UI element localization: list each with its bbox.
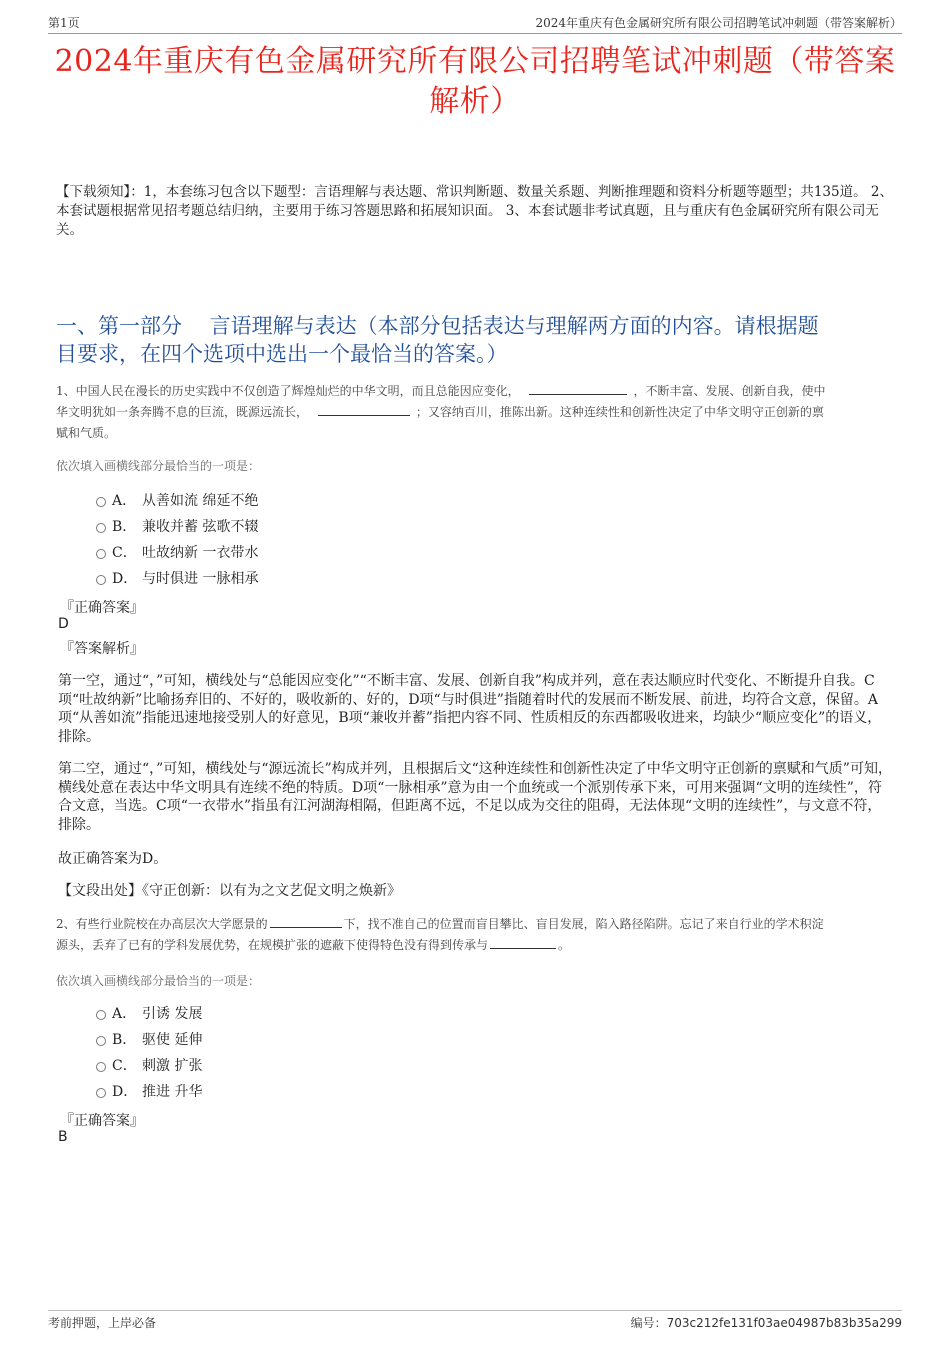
option-d[interactable]: D． 与时俱进 一脉相承	[96, 566, 258, 592]
answer-label: 『正确答案』	[60, 1113, 144, 1129]
footer-divider	[48, 1310, 902, 1311]
blank-4	[490, 936, 556, 949]
download-notice: 【下载须知】：1，本套练习包含以下题型：言语理解与表达题、常识判断题、数量关系题、判断推理题和资料分析题等题型；共135道。 2、本套试题根据常见招考题总结归纳，主要用于练习答题思路和拓展知识面。 3、本套试题非考试真题，且与重庆有色金属研究所有限公司无关。	[56, 184, 893, 238]
blank-2	[318, 403, 410, 416]
radio-icon[interactable]	[96, 523, 106, 533]
question-2-instruction: 依次填入画横线部分最恰当的一项是：	[56, 974, 261, 988]
question-1-stem: 1、中国人民在漫长的历史实践中不仅创造了辉煌灿烂的中华文明，而且总能因应变化， ，不断丰富、发展、创新自我，使中 华文明犹如一条奔腾不息的巨流，既源远流长， ；又容纳百川，推陈出新。这种连续性和创新性决定了中华文明守正创新的禀 赋和气质。	[56, 384, 826, 440]
option-b[interactable]: B． 兼收并蓄 弦歌不辍	[96, 514, 258, 540]
answer-value: B	[58, 1129, 68, 1145]
radio-icon[interactable]	[96, 1088, 106, 1098]
answer-label: 『正确答案』	[60, 600, 144, 616]
section-heading-line-2: 目要求，在四个选项中选出一个最恰当的答案。）	[56, 342, 508, 366]
radio-icon[interactable]	[96, 1010, 106, 1020]
section-heading-line-1: 一、第一部分 言语理解与表达（本部分包括表达与理解两方面的内容。请根据题	[56, 314, 819, 338]
analysis-conclusion: 故正确答案为D。	[58, 851, 168, 867]
title-line-2: 解析）	[429, 84, 521, 119]
option-a[interactable]: A． 引诱 发展	[96, 1001, 202, 1027]
section-heading	[56, 312, 890, 368]
question-2-stem: 2、有些行业院校在办高层次大学愿景的 下，找不准自己的位置而盲目攀比、盲目发展，陷入路径陷阱。忘记了来自行业的学术积淀 源头，丢弃了已有的学科发展优势，在规模扩张的遮蔽下使得特色没有得到传承与 。	[56, 917, 824, 952]
option-c[interactable]: C． 吐故纳新 一衣带水	[96, 540, 258, 566]
blank-3	[270, 915, 342, 928]
blank-1	[529, 382, 627, 395]
footer-code: 编号：703c212fe131f03ae04987b83b35a299	[630, 1316, 902, 1330]
document-title	[40, 42, 910, 122]
radio-icon[interactable]	[96, 1062, 106, 1072]
question-2-options	[96, 1001, 202, 1105]
title-line-1: 2024年重庆有色金属研究所有限公司招聘笔试冲刺题（带答案	[54, 44, 896, 79]
page-number: 第1页	[48, 16, 80, 30]
source-citation: 【文段出处】《守正创新：以有为之文艺促文明之焕新》	[58, 883, 401, 899]
answer-value: D	[58, 616, 69, 632]
radio-icon[interactable]	[96, 1036, 106, 1046]
analysis-label: 『答案解析』	[60, 641, 144, 657]
radio-icon[interactable]	[96, 549, 106, 559]
header-divider	[48, 33, 902, 34]
footer-slogan: 考前押题，上岸必备	[48, 1316, 157, 1330]
question-1-options	[96, 488, 258, 592]
radio-icon[interactable]	[96, 497, 106, 507]
header-doc-title: 2024年重庆有色金属研究所有限公司招聘笔试冲刺题（带答案解析）	[535, 16, 902, 30]
analysis-paragraph-2: 第二空，通过“，”可知，横线处与“源远流长”构成并列，且根据后文“这种连续性和创新性决定了中华文明守正创新的禀赋和气质”可知，横线处意在表达中华文明具有连续不绝的特质。D项“一脉相承”意为由一个血统或一个派别传承下来，可用来强调“文明的连续性”，符合文意，当选。C项“一衣带水”指虽有江河湖海相隔，但距离不远，不足以成为交往的阻碍，无法体现“文明的连续性”，与文意不符，排除。	[58, 761, 892, 833]
analysis-paragraph-1: 第一空，通过“，”可知，横线处与“总能因应变化”“不断丰富、发展、创新自我”构成并列，意在表达顺应时代变化、不断提升自我。C项“吐故纳新”比喻扬弃旧的、不好的，吸收新的、好的，D项“与时俱进”指随着时代的发展而不断发展、前进，均符合文意，保留。A项“从善如流”指能迅速地接受别人的好意见，B项“兼收并蓄”指把内容不同、性质相反的东西都吸收进来，均缺少“顺应变化”的语义，排除。	[58, 673, 882, 745]
option-a[interactable]: A． 从善如流 绵延不绝	[96, 488, 258, 514]
option-b[interactable]: B． 驱使 延伸	[96, 1027, 202, 1053]
question-1-instruction: 依次填入画横线部分最恰当的一项是：	[56, 459, 261, 473]
option-d[interactable]: D． 推进 升华	[96, 1079, 202, 1105]
radio-icon[interactable]	[96, 575, 106, 585]
page-header	[48, 14, 902, 34]
option-c[interactable]: C． 刺激 扩张	[96, 1053, 202, 1079]
